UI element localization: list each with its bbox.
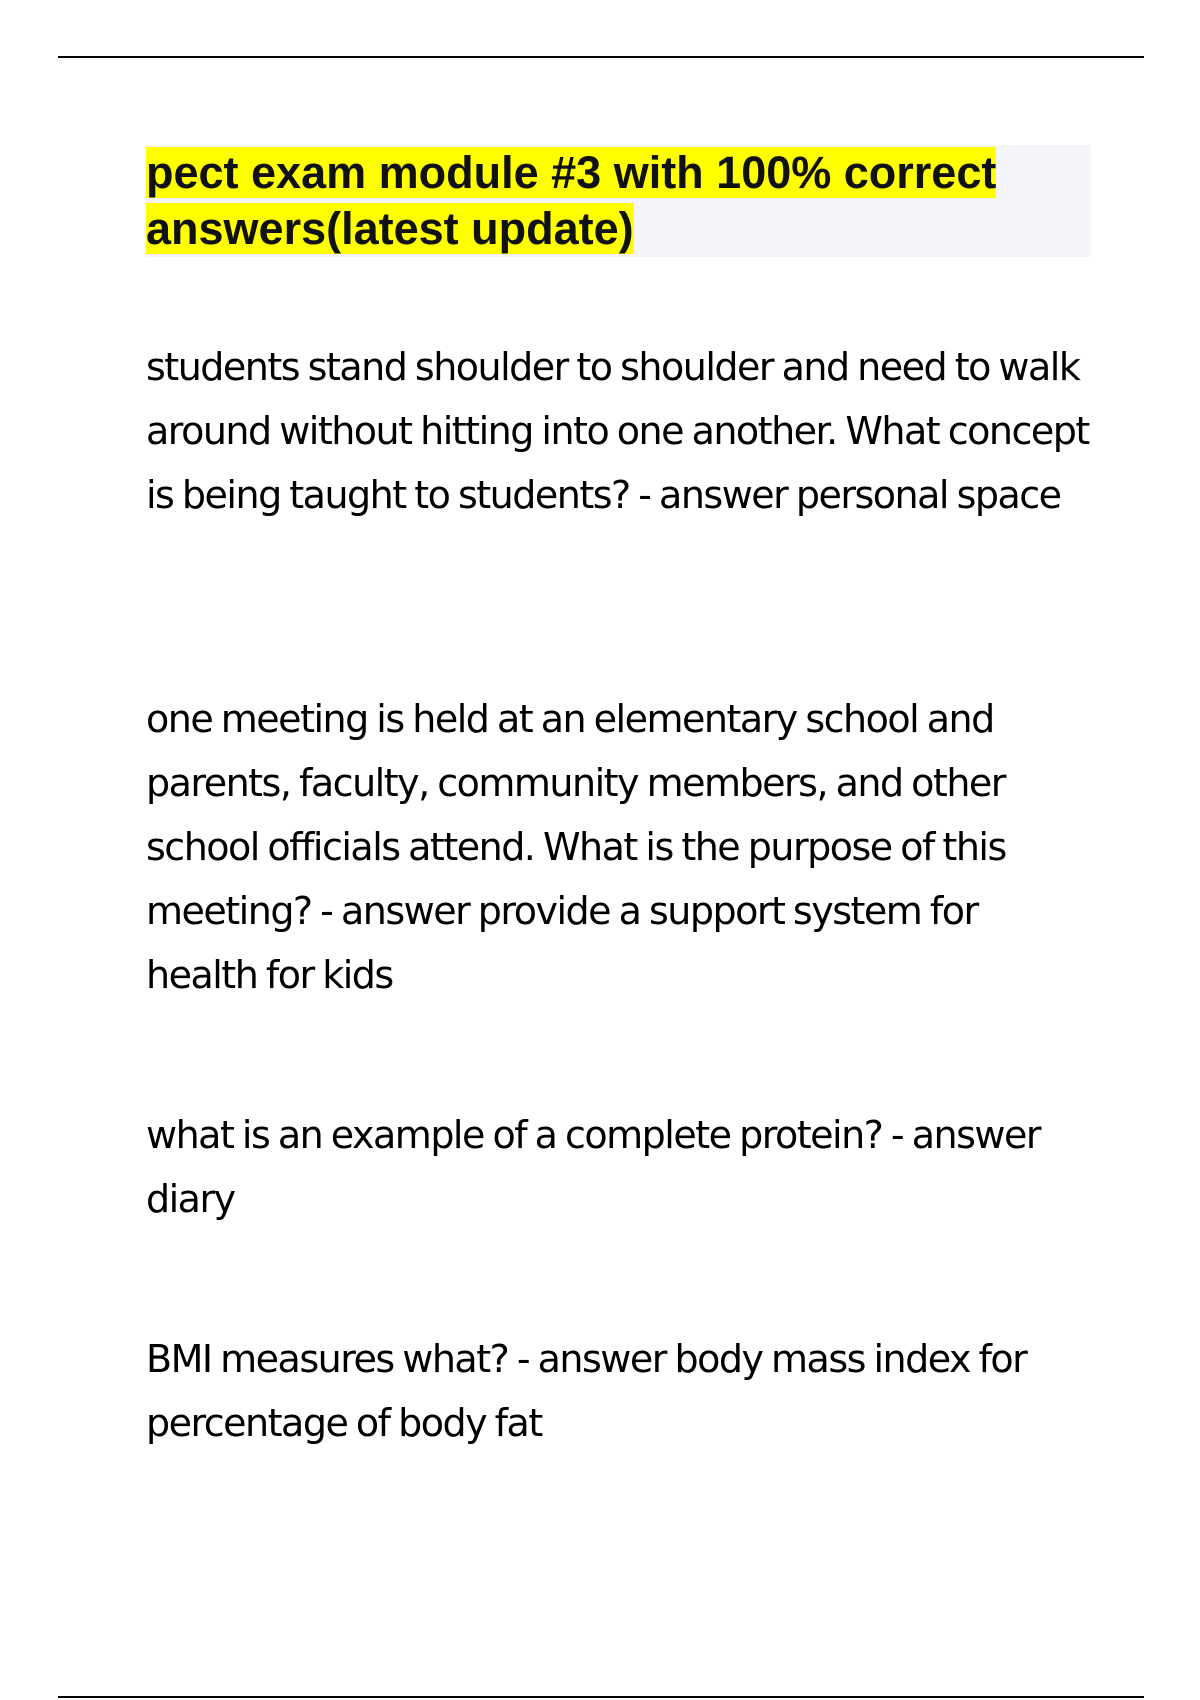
footer-rule: [58, 1696, 1144, 1698]
title-block: [146, 145, 1091, 257]
document-title: [146, 145, 1091, 257]
qa-item: what is an example of a complete protein? - answer diary: [146, 1113, 1040, 1221]
title-highlight: pect exam module #3 with 100% correct answers(latest update): [146, 147, 997, 254]
header-rule: [58, 56, 1144, 58]
qa-item: one meeting is held at an elementary school and parents, faculty, community members, and other school officials attend. What is the purpose of this meeting? - answer provide a support system for health for kids: [146, 697, 1006, 997]
qa-item: students stand shoulder to shoulder and need to walk around without hitting into one another. What concept is being taught to students? - answer personal space: [146, 345, 1089, 517]
qa-item: BMI measures what? - answer body mass index for percentage of body fat: [146, 1337, 1027, 1445]
